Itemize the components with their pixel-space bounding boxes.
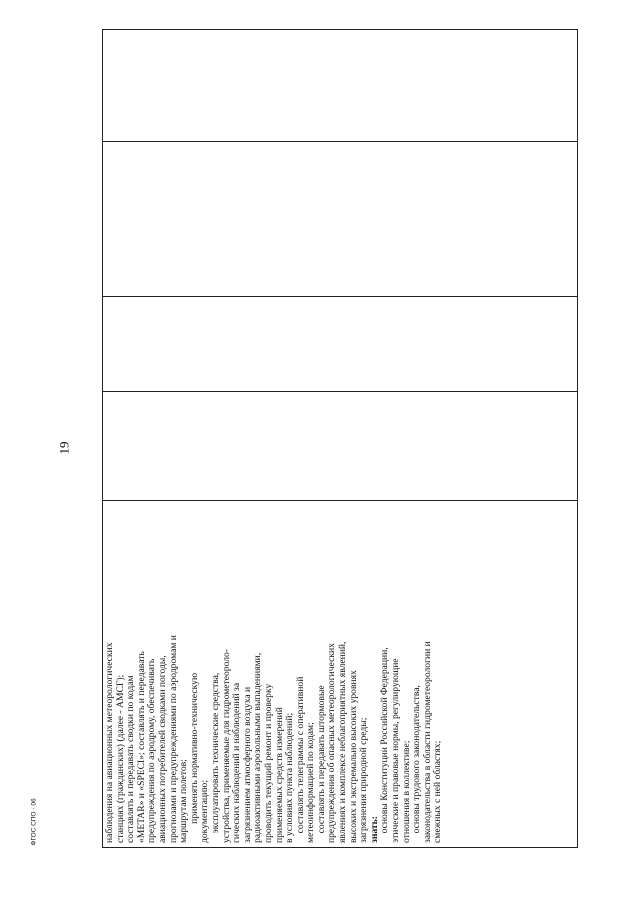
text-line: применяемых средств измерений xyxy=(273,707,285,843)
text-line: проводить текущий ремонт и проверку xyxy=(262,683,274,843)
knowledge-skills-text xyxy=(103,501,444,847)
text-line: в условиях пункта наблюдений; xyxy=(284,712,296,843)
empty-cell-2 xyxy=(103,297,578,392)
competency-table xyxy=(102,29,578,848)
table-container xyxy=(102,30,578,848)
text-line: загрязнением атмосферного воздуха и xyxy=(241,686,253,843)
text-line: знать: xyxy=(368,816,380,843)
empty-cell-4 xyxy=(103,30,578,142)
text-line: применять нормативно-техническую xyxy=(188,672,200,843)
text-line: основы Конституции Российской Федерации, xyxy=(379,647,391,843)
text-line: «METAR» и «SPECI»; составлять и передавать xyxy=(135,651,147,843)
text-line: законодательства в области гидрометеорологии и xyxy=(421,641,433,843)
text-line: предупреждения об опасных метеорологических xyxy=(326,643,338,843)
text-line: станциях (гражданских) (далее - АМСГ); xyxy=(114,674,126,843)
text-line: устройства, применяемые для гидрометеороло- xyxy=(220,648,232,843)
empty-cell-3 xyxy=(103,142,578,297)
text-line: радиоактивными аэрозольными выпадениями, xyxy=(252,652,264,843)
text-line: отношения в коллективе; xyxy=(400,740,412,843)
text-line: высоких и экстремально высоких уровнях xyxy=(347,670,359,843)
text-line: явлениях и комплексе неблагоприятных явлений, xyxy=(337,641,349,843)
text-line: авиационных потребителей сводками погоды, xyxy=(156,655,168,843)
text-line: документацию; xyxy=(199,779,211,843)
page-number: 19 xyxy=(56,441,72,455)
text-line: наблюдения на авиационных метеорологических xyxy=(104,642,115,843)
text-line: эксплуатировать технические средства, xyxy=(209,672,221,843)
text-line: маршрутам полетов; xyxy=(178,759,190,843)
text-line: метеоинформацией по кодам; xyxy=(305,722,317,843)
text-line: этические и правовые нормы, регулирующие xyxy=(390,658,402,843)
rotated-table xyxy=(102,30,578,848)
text-line: гических наблюдений и наблюдений за xyxy=(231,682,243,843)
text-line: загрязнения природной среды; xyxy=(358,717,370,843)
text-line: основы трудового законодательства, xyxy=(411,685,423,843)
text-line: прогнозами и предупреждениями по аэродромам и xyxy=(167,635,179,843)
text-line: предупреждения по аэродрому, обеспечивать xyxy=(146,658,158,843)
text-line: смежных с ней областях; xyxy=(432,740,444,843)
text-line: составлять и передавать сводки по кодам xyxy=(125,675,137,843)
footer-code: ФГОС СПО - 06 xyxy=(30,798,38,846)
text-line: составлять и передавать штормовые xyxy=(315,685,327,843)
table-row xyxy=(103,30,578,848)
text-line: составлять телеграммы с оперативной xyxy=(294,676,306,843)
empty-cell-1 xyxy=(103,392,578,501)
knowledge-skills-cell xyxy=(103,501,578,848)
